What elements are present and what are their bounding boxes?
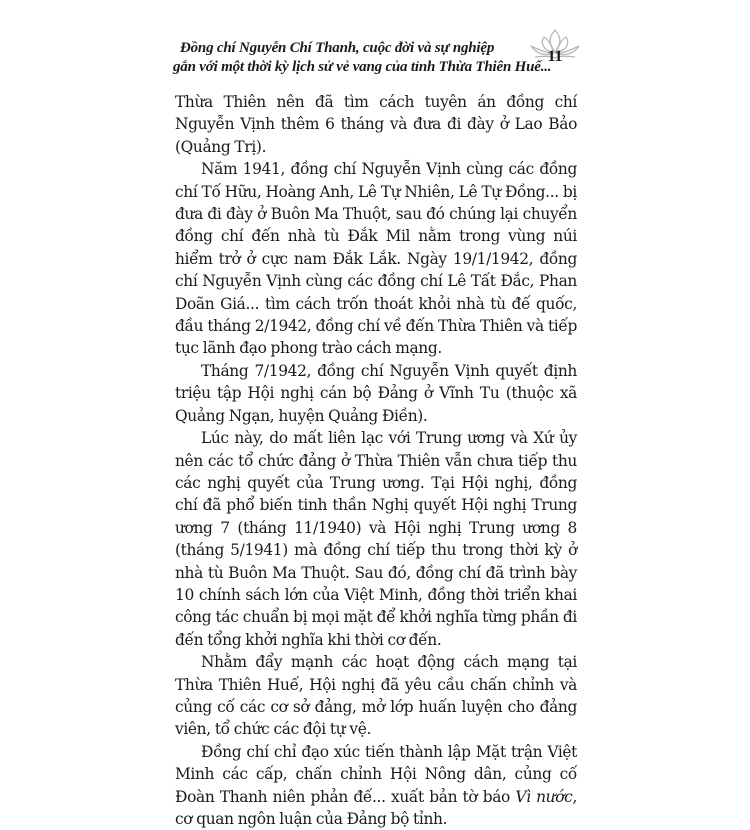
paragraph-3: Tháng 7/1942, đồng chí Nguyễn Vịnh quyết định triệu tập Hội nghị cán bộ Đảng ở Vĩnh Tu (thuộc xã Quảng Ngạn, huyện Quảng Điền). <box>175 361 577 425</box>
paragraph-5: Nhằm đẩy mạnh các hoạt động cách mạng tại Thừa Thiên Huế, Hội nghị đã yêu cầu chấn chỉnh và củng cố các cơ sở đảng, mở lớp huấn luyện cho đảng viên, tổ chức các đội tự vệ. <box>175 653 577 739</box>
paragraph-4: Lúc này, do mất liên lạc với Trung ương và Xứ ủy nên các tổ chức đảng ở Thừa Thiên vẫn chưa tiếp thu các nghị quyết của Trung ương. Tại Hội nghị, đồng chí đã phổ biến tinh thần Nghị quyết Hội nghị Trung ương 7 (tháng 11/1940) và Hội nghị Trung ương 8 (tháng 5/1941) mà đồng chí tiếp thu trong thời kỳ ở nhà tù Buôn Ma Thuột. Sau đó, đồng chí đã trình bày 10 chính sách lớn của Việt Minh, đồng thời triển khai công tác chuẩn bị mọi mặt để khởi nghĩa từng phần đi đến tổng khởi nghĩa khi thời cơ đến. <box>175 429 577 649</box>
running-header-line-2: gắn với một thời kỳ lịch sử vẻ vang của tỉnh Thừa Thiên Huế... <box>173 59 552 75</box>
paragraph-6-text: Đồng chí chỉ đạo xúc tiến thành lập Mặt trận Việt Minh các cấp, chấn chỉnh Hội Nông dân, củng cố Đoàn Thanh niên phản đế... xuất bản tờ báo <box>175 742 577 806</box>
paragraph-6-end: , cơ quan ngôn luận của Đảng bộ tỉnh. <box>175 787 577 828</box>
running-header <box>173 39 552 77</box>
running-header-line-1: Đồng chí Nguyễn Chí Thanh, cuộc đời và sự nghiệp <box>180 40 495 56</box>
page-number-block <box>527 26 583 72</box>
paragraph-6 <box>175 741 577 830</box>
page-number: 11 <box>547 48 563 65</box>
newspaper-title: Vì nước <box>515 787 573 806</box>
page-body <box>175 91 577 830</box>
paragraph-2: Năm 1941, đồng chí Nguyễn Vịnh cùng các đồng chí Tố Hữu, Hoàng Anh, Lê Tự Nhiên, Lê Tự Đồng... bị đưa đi đày ở Buôn Ma Thuột, sau đó chúng lại chuyển đồng chí đến nhà tù Đắk Mil nằm trong vùng núi hiểm trở ở cực nam Đắk Lắk. Ngày 19/1/1942, đồng chí Nguyễn Vịnh cùng các đồng chí Lê Tất Đắc, Phan Doãn Giá... tìm cách trốn thoát khỏi nhà tù đế quốc, đầu tháng 2/1942, đồng chí về đến Thừa Thiên và tiếp tục lãnh đạo phong trào cách mạng. <box>175 160 577 358</box>
paragraph-1: Thừa Thiên nên đã tìm cách tuyên án đồng chí Nguyễn Vịnh thêm 6 tháng và đưa đi đày ở Lao Bảo (Quảng Trị). <box>175 93 577 156</box>
